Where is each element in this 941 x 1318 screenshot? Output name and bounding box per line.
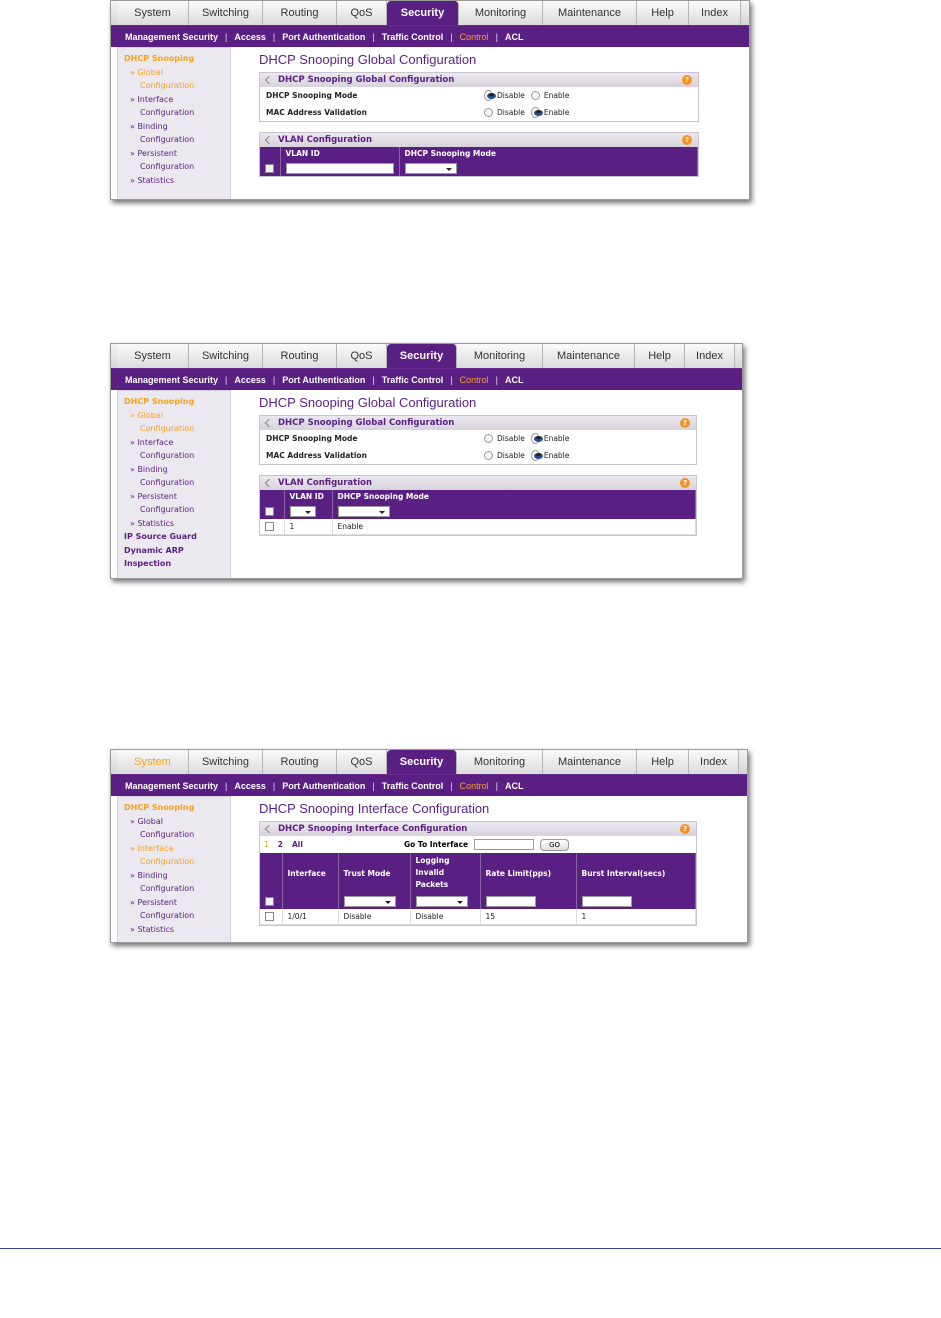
- row-checkbox[interactable]: [265, 522, 274, 531]
- sidebar-item-persistent[interactable]: » Persistent: [130, 148, 178, 158]
- sub-navigation: Management Security | Access | Port Authentication | Traffic Control | Control | ACL: [111, 369, 742, 390]
- sidebar-item-statistics[interactable]: » Statistics: [130, 518, 175, 528]
- screenshot-global-config-enabled: [110, 343, 743, 579]
- interface-cell: 1/0/1: [282, 909, 338, 924]
- dhcp-snooping-mode-select[interactable]: [338, 506, 390, 517]
- tab-qos[interactable]: QoS: [337, 344, 387, 368]
- tab-help[interactable]: Help: [637, 750, 689, 774]
- page-title: DHCP Snooping Interface Configuration: [259, 801, 490, 816]
- sidebar-item-interface-config[interactable]: Configuration: [140, 451, 195, 460]
- tab-switching[interactable]: Switching: [189, 750, 263, 774]
- tab-qos[interactable]: QoS: [337, 750, 387, 774]
- subnav-management-security[interactable]: Management Security: [125, 780, 219, 791]
- sidebar-item-global[interactable]: » Global: [130, 410, 163, 420]
- col-vlan-id: VLAN ID: [280, 147, 399, 160]
- tab-monitoring[interactable]: Monitoring: [457, 344, 543, 368]
- page-link-2[interactable]: 2: [277, 840, 283, 849]
- dhcp-snooping-mode-select[interactable]: [405, 163, 457, 174]
- screenshot-global-config-initial: [110, 0, 750, 200]
- select-all-checkbox[interactable]: [265, 507, 274, 516]
- page-footer-rule: [0, 1248, 941, 1249]
- radio-label: Enable: [543, 91, 570, 100]
- goto-interface-input[interactable]: [474, 839, 534, 850]
- subnav-control[interactable]: Control: [459, 374, 489, 385]
- tab-index[interactable]: Index: [689, 1, 741, 25]
- sidebar-item-inspection[interactable]: Inspection: [124, 559, 172, 568]
- tab-routing[interactable]: Routing: [263, 750, 337, 774]
- mode-cell: Enable: [332, 519, 696, 534]
- mac-validation-enable-radio[interactable]: [531, 107, 540, 118]
- radio-label: Enable: [543, 434, 570, 443]
- col-dhcp-snooping-mode: DHCP Snooping Mode: [332, 490, 696, 503]
- select-all-checkbox[interactable]: [265, 164, 274, 173]
- tab-security[interactable]: Security: [387, 344, 457, 368]
- select-all-checkbox[interactable]: [265, 897, 274, 906]
- sidebar-item-global-config[interactable]: Configuration: [140, 830, 195, 839]
- dhcp-snooping-mode-label: DHCP Snooping Mode: [266, 434, 358, 443]
- sidebar-item-persistent-config[interactable]: Configuration: [140, 911, 195, 920]
- logging-select[interactable]: [416, 896, 468, 907]
- collapse-icon[interactable]: [265, 478, 273, 486]
- tab-routing[interactable]: Routing: [263, 1, 337, 25]
- col-dhcp-snooping-mode: DHCP Snooping Mode: [399, 147, 698, 160]
- tab-security[interactable]: Security: [387, 1, 459, 25]
- trust-mode-cell: Disable: [338, 909, 410, 924]
- table-row: [260, 519, 696, 534]
- help-icon[interactable]: ?: [680, 824, 690, 834]
- vlan-id-cell: 1: [284, 519, 332, 534]
- interface-table: [260, 853, 696, 925]
- dhcp-snooping-mode-enable-radio[interactable]: [531, 433, 540, 444]
- collapse-icon[interactable]: [265, 75, 273, 83]
- sidebar-item-binding[interactable]: » Binding: [130, 121, 168, 131]
- subnav-acl[interactable]: ACL: [504, 374, 524, 385]
- tab-maintenance[interactable]: Maintenance: [543, 344, 635, 368]
- global-config-header: DHCP Snooping Global Configuration ?: [260, 73, 698, 87]
- main-tab-bar: [111, 344, 742, 369]
- sidebar-item-dhcp-snooping[interactable]: DHCP Snooping: [124, 397, 195, 406]
- vlan-config-box: [259, 132, 699, 177]
- go-button[interactable]: GO: [540, 839, 569, 851]
- burst-interval-cell: 1: [576, 909, 696, 924]
- subnav-access[interactable]: Access: [234, 31, 266, 42]
- select-col-header: [260, 147, 280, 160]
- dhcp-snooping-mode-enable-radio[interactable]: [531, 91, 540, 100]
- col-trust-mode: Trust Mode: [338, 853, 410, 893]
- radio-label: Disable: [497, 451, 525, 460]
- dhcp-snooping-mode-disable-radio[interactable]: [484, 90, 493, 101]
- collapse-icon[interactable]: [265, 824, 273, 832]
- subnav-traffic-control[interactable]: Traffic Control: [381, 31, 444, 42]
- vlan-table: [260, 147, 698, 176]
- tab-index[interactable]: Index: [689, 750, 739, 774]
- sidebar-item-binding[interactable]: » Binding: [130, 870, 168, 880]
- interface-config-header: DHCP Snooping Interface Configuration ?: [260, 822, 696, 836]
- sidebar-item-interface[interactable]: » Interface: [130, 94, 174, 104]
- tab-qos[interactable]: QoS: [337, 1, 387, 25]
- select-col-header: [260, 853, 282, 893]
- help-icon[interactable]: ?: [680, 478, 690, 488]
- mac-validation-row: [260, 447, 696, 464]
- mac-validation-label: MAC Address Validation: [266, 451, 367, 460]
- rate-limit-input[interactable]: [486, 896, 536, 907]
- sidebar-item-dhcp-snooping[interactable]: DHCP Snooping: [124, 54, 195, 63]
- radio-label: Enable: [543, 108, 570, 117]
- sidebar-item-interface-config[interactable]: Configuration: [140, 857, 195, 866]
- radio-label: Disable: [497, 91, 525, 100]
- col-interface: Interface: [282, 853, 338, 893]
- col-rate-limit: Rate Limit(pps): [480, 853, 576, 893]
- vlan-config-box: [259, 475, 697, 536]
- tab-index[interactable]: Index: [685, 344, 735, 368]
- sidebar-item-persistent-config[interactable]: Configuration: [140, 162, 195, 171]
- sidebar-item-binding-config[interactable]: Configuration: [140, 135, 195, 144]
- logging-cell: Disable: [410, 909, 480, 924]
- tab-system[interactable]: System: [117, 344, 189, 368]
- page-title: DHCP Snooping Global Configuration: [259, 52, 477, 67]
- sidebar-item-persistent[interactable]: » Persistent: [130, 491, 178, 501]
- global-config-header: DHCP Snooping Global Configuration ?: [260, 416, 696, 430]
- pagination-bar: [260, 836, 696, 853]
- screenshot-interface-config: [110, 749, 748, 943]
- subnav-traffic-control[interactable]: Traffic Control: [381, 374, 444, 385]
- sidebar-item-interface[interactable]: » Interface: [130, 437, 174, 447]
- vlan-table: [260, 490, 696, 535]
- tab-monitoring[interactable]: Monitoring: [459, 1, 543, 25]
- subnav-control[interactable]: Control: [459, 780, 489, 791]
- subnav-acl[interactable]: ACL: [504, 31, 524, 42]
- radio-label: Enable: [543, 451, 570, 460]
- sidebar-item-binding-config[interactable]: Configuration: [140, 884, 195, 893]
- sidebar-nav: [117, 796, 231, 943]
- sidebar-item-ip-source-guard[interactable]: IP Source Guard: [124, 532, 197, 541]
- main-tab-bar: [111, 1, 749, 26]
- tab-switching[interactable]: Switching: [189, 1, 263, 25]
- help-icon[interactable]: ?: [682, 135, 692, 145]
- col-vlan-id: VLAN ID: [284, 490, 332, 503]
- mac-validation-label: MAC Address Validation: [266, 108, 367, 117]
- mac-validation-disable-radio[interactable]: [484, 451, 493, 460]
- dhcp-snooping-mode-disable-radio[interactable]: [484, 434, 493, 443]
- sub-navigation: Management Security | Access | Port Authentication | Traffic Control | Control | ACL: [111, 26, 749, 47]
- subnav-acl[interactable]: ACL: [504, 780, 524, 791]
- subnav-traffic-control[interactable]: Traffic Control: [381, 780, 444, 791]
- collapse-icon[interactable]: [265, 418, 273, 426]
- mac-validation-row: [260, 104, 698, 121]
- subnav-port-authentication[interactable]: Port Authentication: [282, 374, 366, 385]
- sidebar-item-dhcp-snooping[interactable]: DHCP Snooping: [124, 803, 195, 812]
- tab-help[interactable]: Help: [635, 344, 685, 368]
- sidebar-item-interface[interactable]: » Interface: [130, 843, 174, 853]
- sub-navigation: Management Security | Access | Port Authentication | Traffic Control | Control | ACL: [111, 775, 747, 796]
- tab-switching[interactable]: Switching: [189, 344, 263, 368]
- burst-interval-input[interactable]: [582, 896, 632, 907]
- page-link-1[interactable]: 1: [264, 840, 269, 849]
- help-icon[interactable]: ?: [680, 418, 690, 428]
- sidebar-item-interface-config[interactable]: Configuration: [140, 108, 195, 117]
- sidebar-item-statistics[interactable]: » Statistics: [130, 175, 175, 185]
- tab-security[interactable]: Security: [387, 750, 457, 774]
- dhcp-snooping-mode-label: DHCP Snooping Mode: [266, 91, 358, 100]
- tab-maintenance[interactable]: Maintenance: [543, 750, 637, 774]
- sidebar-item-persistent-config[interactable]: Configuration: [140, 505, 195, 514]
- rate-limit-cell: 15: [480, 909, 576, 924]
- subnav-management-security[interactable]: Management Security: [125, 31, 219, 42]
- radio-label: Disable: [497, 434, 525, 443]
- dhcp-snooping-mode-row: [260, 87, 698, 104]
- mac-validation-disable-radio[interactable]: [484, 108, 493, 117]
- sidebar-item-binding-config[interactable]: Configuration: [140, 478, 195, 487]
- tab-system[interactable]: System: [117, 1, 189, 25]
- sidebar-item-persistent[interactable]: » Persistent: [130, 897, 178, 907]
- tab-monitoring[interactable]: Monitoring: [457, 750, 543, 774]
- sidebar-item-statistics[interactable]: » Statistics: [130, 924, 175, 934]
- tab-routing[interactable]: Routing: [263, 344, 337, 368]
- subnav-access[interactable]: Access: [234, 780, 266, 791]
- tab-help[interactable]: Help: [637, 1, 689, 25]
- tab-system[interactable]: System: [117, 750, 189, 774]
- main-tab-bar: [111, 750, 747, 775]
- select-col-header: [260, 490, 284, 503]
- goto-interface-label: Go To Interface: [403, 840, 469, 849]
- tab-maintenance[interactable]: Maintenance: [543, 1, 637, 25]
- page-title: DHCP Snooping Global Configuration: [259, 395, 477, 410]
- global-config-box: [259, 415, 697, 465]
- row-checkbox[interactable]: [265, 912, 274, 921]
- collapse-icon[interactable]: [265, 135, 273, 143]
- mac-validation-enable-radio[interactable]: [531, 450, 540, 461]
- table-row: [260, 909, 696, 924]
- vlan-config-header: VLAN Configuration ?: [260, 476, 696, 490]
- sidebar-item-binding[interactable]: » Binding: [130, 464, 168, 474]
- col-logging-invalid-packets: Logging Invalid Packets: [410, 853, 480, 893]
- page-link-all[interactable]: All: [292, 840, 303, 849]
- subnav-management-security[interactable]: Management Security: [125, 374, 219, 385]
- sidebar-item-global[interactable]: » Global: [130, 816, 163, 826]
- sidebar-item-global-config[interactable]: Configuration: [140, 424, 195, 433]
- global-config-box: [259, 72, 699, 122]
- sidebar-nav: [117, 47, 231, 200]
- dhcp-snooping-mode-row: [260, 430, 696, 447]
- subnav-control[interactable]: Control: [459, 31, 489, 42]
- sidebar-item-global[interactable]: » Global: [130, 67, 163, 77]
- sidebar-item-dynamic-arp[interactable]: Dynamic ARP: [124, 545, 184, 555]
- vlan-config-header: VLAN Configuration ?: [260, 133, 698, 147]
- trust-mode-select[interactable]: [344, 896, 396, 907]
- sidebar-nav: [117, 390, 231, 579]
- subnav-port-authentication[interactable]: Port Authentication: [282, 780, 366, 791]
- vlan-id-input[interactable]: [286, 163, 394, 174]
- vlan-id-select[interactable]: [290, 506, 316, 517]
- sidebar-item-global-config[interactable]: Configuration: [140, 81, 195, 90]
- subnav-access[interactable]: Access: [234, 374, 266, 385]
- radio-label: Disable: [497, 108, 525, 117]
- help-icon[interactable]: ?: [682, 75, 692, 85]
- subnav-port-authentication[interactable]: Port Authentication: [282, 31, 366, 42]
- col-burst-interval: Burst Interval(secs): [576, 853, 696, 893]
- interface-config-box: [259, 821, 697, 926]
